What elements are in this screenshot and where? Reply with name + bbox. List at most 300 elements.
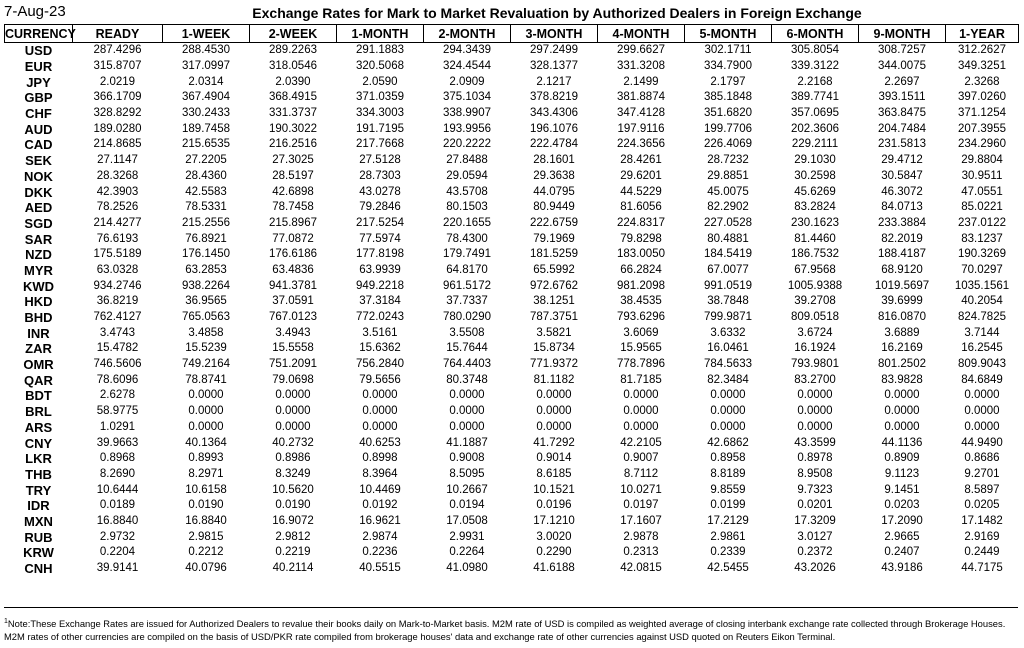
- rate-cell: 207.3955: [958, 122, 1006, 135]
- table-row: [5, 263, 1019, 279]
- rate-cell: 0.9014: [536, 452, 572, 465]
- rate-cell: 29.3638: [533, 169, 575, 182]
- rate-cell: 351.6820: [704, 107, 752, 120]
- footnote-marker: 1: [4, 618, 8, 625]
- rate-cell: 193.9956: [443, 122, 491, 135]
- rate-cell: 378.8219: [530, 91, 578, 104]
- rate-cell: 2.9861: [710, 530, 746, 543]
- rate-cell: 0.8958: [710, 452, 746, 465]
- table-row: [5, 467, 1019, 483]
- rate-cell: 3.7144: [964, 326, 1000, 339]
- rate-cell: 343.4306: [530, 107, 578, 120]
- rate-cell: 47.0551: [961, 185, 1003, 198]
- rate-cell: 0.8993: [188, 452, 224, 465]
- table-row: [5, 388, 1019, 404]
- rate-cell: 46.3072: [881, 185, 923, 198]
- rate-cell: 42.6862: [707, 436, 749, 449]
- rate-cell: 302.1711: [704, 44, 752, 57]
- rate-cell: 40.5515: [359, 562, 401, 575]
- rate-cell: 28.4261: [620, 154, 662, 167]
- rate-cell: 78.2526: [96, 201, 139, 214]
- rate-cell: 347.4128: [617, 107, 665, 120]
- rate-cell: 344.0075: [878, 60, 926, 73]
- currency-code: IDR: [27, 498, 50, 514]
- rate-cell: 0.0199: [710, 499, 746, 512]
- rate-cell: 45.0075: [707, 185, 749, 198]
- rate-cell: 305.8054: [791, 44, 839, 57]
- rate-cell: 0.0194: [449, 499, 485, 512]
- rate-cell: 16.8840: [96, 514, 139, 527]
- report-title: Exchange Rates for Mark to Market Revaluation by Authorized Dealers in Foreign Exchange: [252, 5, 862, 21]
- rate-cell: 991.0519: [704, 279, 752, 292]
- rate-cell: 81.6056: [620, 201, 662, 214]
- rate-cell: 1019.5697: [874, 279, 930, 292]
- rate-cell: 3.6332: [710, 326, 746, 339]
- rate-cell: 27.8488: [446, 154, 488, 167]
- column-header-5-month: 5-MONTH: [685, 25, 772, 43]
- rate-cell: 2.2168: [797, 75, 833, 88]
- rate-cell: 15.5558: [272, 342, 314, 355]
- bottom-divider: [4, 607, 1018, 608]
- rate-cell: 816.0870: [878, 311, 926, 324]
- footnote-text: Note:These Exchange Rates are issued for Authorized Dealers to revalue their books daily on Mark-to-Market basis. M2M rate of USD is compiled as weighted average of closing interbank exchange rate collected through Brokerage Houses. M2M rates of other currencies are compiled on the basis of USD/PKR rate compiled from brokerage houses' data and exchange rate of other currencies against USD quoted on Reuters Eikon Terminal.: [4, 618, 1006, 643]
- rate-cell: 0.8986: [275, 452, 311, 465]
- rate-cell: 2.1499: [623, 75, 659, 88]
- table-row: [5, 43, 1019, 59]
- currency-code: INR: [27, 325, 50, 341]
- table-row: [5, 169, 1019, 185]
- rate-cell: 76.8921: [185, 232, 227, 245]
- rate-cell: 331.3208: [617, 60, 665, 73]
- rate-cell: 224.3656: [617, 138, 665, 151]
- rate-cell: 214.8685: [93, 138, 142, 151]
- rate-cell: 3.5821: [536, 326, 572, 339]
- table-row: [5, 247, 1019, 263]
- rate-cell: 79.1969: [533, 232, 575, 245]
- rate-cell: 793.6296: [617, 311, 665, 324]
- rate-cell: 28.3268: [96, 169, 139, 182]
- report-date: 7-Aug-23: [4, 3, 66, 20]
- rate-cell: 77.5974: [359, 232, 401, 245]
- rate-cell: 199.7706: [704, 122, 752, 135]
- rate-cell: 0.2339: [710, 546, 746, 559]
- rate-cell: 16.8840: [185, 514, 227, 527]
- table-row: [5, 435, 1019, 451]
- rate-cell: 68.9120: [881, 263, 923, 276]
- rate-cell: 288.4530: [182, 44, 230, 57]
- rate-cell: 824.7825: [958, 311, 1006, 324]
- currency-code: EUR: [24, 59, 53, 75]
- rate-cell: 8.9508: [797, 467, 833, 480]
- rate-cell: 63.0328: [96, 263, 139, 276]
- rate-cell: 220.1655: [443, 216, 491, 229]
- rate-cell: 2.6278: [99, 389, 136, 402]
- table-row: [5, 153, 1019, 169]
- rate-cell: 81.4460: [794, 232, 836, 245]
- rate-cell: 0.0196: [536, 499, 572, 512]
- rate-cell: 0.0205: [964, 499, 1000, 512]
- rate-cell: 64.8170: [446, 263, 488, 276]
- rate-cell: 3.0127: [797, 530, 833, 543]
- rate-cell: 217.7668: [356, 138, 404, 151]
- rate-cell: 79.8298: [620, 232, 662, 245]
- rate-cell: 3.6724: [797, 326, 833, 339]
- rate-cell: 66.2824: [620, 263, 662, 276]
- currency-code: ZAR: [25, 341, 52, 357]
- rate-cell: 778.7896: [617, 358, 665, 371]
- rate-cell: 2.0219: [99, 75, 136, 88]
- table-row: [5, 357, 1019, 373]
- rate-cell: 312.2627: [958, 44, 1006, 57]
- rate-cell: 29.0594: [446, 169, 488, 182]
- column-header-1-month: 1-MONTH: [337, 25, 424, 43]
- rate-cell: 0.0000: [188, 405, 224, 418]
- rate-cell: 2.1797: [710, 75, 746, 88]
- rate-cell: 30.9511: [961, 169, 1003, 182]
- currency-code: OMR: [23, 357, 54, 373]
- rate-cell: 3.4743: [99, 326, 136, 339]
- rate-cell: 0.0203: [884, 499, 920, 512]
- rate-cell: 809.9043: [958, 358, 1006, 371]
- rate-cell: 190.3269: [958, 248, 1006, 261]
- rate-cell: 2.0909: [449, 75, 485, 88]
- column-header-1-year: 1-YEAR: [946, 25, 1019, 43]
- rate-cell: 0.0000: [884, 405, 920, 418]
- rate-cell: 0.0000: [188, 389, 224, 402]
- rate-cell: 949.2218: [356, 279, 404, 292]
- rate-cell: 0.2290: [536, 546, 572, 559]
- rate-cell: 368.4915: [269, 91, 317, 104]
- rate-cell: 175.5189: [93, 248, 142, 261]
- rate-cell: 749.2164: [182, 358, 230, 371]
- rate-cell: 58.9775: [96, 405, 139, 418]
- rate-cell: 397.0260: [958, 91, 1006, 104]
- rate-cell: 176.1450: [182, 248, 230, 261]
- rate-cell: 63.4836: [272, 263, 314, 276]
- rate-cell: 0.0000: [623, 420, 659, 433]
- rate-cell: 217.5254: [356, 216, 404, 229]
- rate-cell: 67.9568: [794, 263, 836, 276]
- column-header-2-month: 2-MONTH: [424, 25, 511, 43]
- rate-cell: 231.5813: [878, 138, 926, 151]
- rate-cell: 67.0077: [707, 263, 749, 276]
- rate-cell: 79.2846: [359, 201, 401, 214]
- column-header-4-month: 4-MONTH: [598, 25, 685, 43]
- rate-cell: 0.0201: [797, 499, 833, 512]
- rate-cell: 375.1034: [443, 91, 491, 104]
- table-row: [5, 545, 1019, 561]
- table-row: [5, 231, 1019, 247]
- rate-cell: 214.4277: [93, 216, 142, 229]
- rate-cell: 938.2264: [182, 279, 230, 292]
- currency-code: CHF: [25, 106, 52, 122]
- rate-cell: 317.0997: [182, 60, 230, 73]
- table-row: [5, 420, 1019, 436]
- rate-cell: 78.8741: [185, 373, 227, 386]
- rate-cell: 16.0461: [707, 342, 749, 355]
- currency-code: SAR: [24, 231, 53, 247]
- rate-cell: 8.6185: [536, 467, 572, 480]
- table-row: [5, 90, 1019, 106]
- rate-cell: 334.7900: [704, 60, 752, 73]
- rate-cell: 190.3022: [269, 122, 317, 135]
- currency-code: GBP: [24, 90, 53, 106]
- currency-code: AUD: [24, 121, 53, 137]
- rate-cell: 366.1709: [93, 91, 142, 104]
- table-row: [5, 216, 1019, 232]
- rate-cell: 3.6889: [884, 326, 920, 339]
- rate-cell: 0.0190: [188, 499, 224, 512]
- rate-cell: 3.5161: [362, 326, 398, 339]
- rate-cell: 43.3599: [794, 436, 836, 449]
- column-header-9-month: 9-MONTH: [859, 25, 946, 43]
- table-row: [5, 529, 1019, 545]
- rate-cell: 2.9815: [188, 530, 224, 543]
- rate-cell: 83.2824: [794, 201, 836, 214]
- rate-cell: 184.5419: [704, 248, 752, 261]
- table-row: [5, 451, 1019, 467]
- rate-cell: 78.4300: [446, 232, 488, 245]
- rate-cell: 328.8292: [93, 107, 142, 120]
- rate-cell: 10.0271: [620, 483, 662, 496]
- rate-cell: 10.1521: [533, 483, 575, 496]
- rate-cell: 30.2598: [794, 169, 836, 182]
- rate-cell: 0.0000: [275, 389, 311, 402]
- rate-cell: 0.2407: [884, 546, 920, 559]
- rate-cell: 78.7458: [272, 201, 314, 214]
- rate-cell: 3.6069: [623, 326, 659, 339]
- table-row: [5, 59, 1019, 75]
- rate-cell: 357.0695: [791, 107, 839, 120]
- rate-cell: 0.0000: [964, 389, 1000, 402]
- currency-code: BDT: [25, 388, 52, 404]
- rate-cell: 38.1251: [533, 295, 575, 308]
- rate-cell: 15.8734: [533, 342, 575, 355]
- rate-cell: 0.2372: [797, 546, 833, 559]
- rate-cell: 28.7303: [359, 169, 401, 182]
- rate-cell: 80.1503: [446, 201, 488, 214]
- column-header-1-week: 1-WEEK: [163, 25, 250, 43]
- rate-cell: 43.5708: [446, 185, 488, 198]
- rate-cell: 44.5229: [620, 185, 662, 198]
- rate-cell: 961.5172: [443, 279, 491, 292]
- rate-cell: 756.2840: [356, 358, 404, 371]
- rate-cell: 30.5847: [881, 169, 923, 182]
- rate-cell: 27.2205: [185, 154, 227, 167]
- footnote: [4, 615, 1018, 643]
- rate-cell: 10.5620: [272, 483, 314, 496]
- currency-code: ARS: [24, 419, 53, 435]
- rate-cell: 44.7175: [961, 562, 1003, 575]
- rate-cell: 176.6186: [269, 248, 317, 261]
- currency-code: HKD: [24, 294, 53, 310]
- rate-cell: 0.0197: [623, 499, 659, 512]
- rate-cell: 2.0590: [362, 75, 398, 88]
- rate-cell: 9.1451: [884, 483, 920, 496]
- rate-cell: 0.2219: [275, 546, 311, 559]
- rate-cell: 339.3122: [791, 60, 839, 73]
- rate-cell: 41.1887: [446, 436, 488, 449]
- rate-cell: 389.7741: [791, 91, 839, 104]
- rate-cell: 2.9732: [99, 530, 136, 543]
- rate-cell: 15.5239: [185, 342, 227, 355]
- rate-cell: 16.1924: [794, 342, 836, 355]
- rate-cell: 9.7323: [797, 483, 833, 496]
- rate-cell: 972.6762: [530, 279, 578, 292]
- rate-cell: 801.2502: [878, 358, 926, 371]
- rate-cell: 227.0528: [704, 216, 752, 229]
- rate-cell: 83.2700: [794, 373, 836, 386]
- rate-cell: 17.2129: [707, 514, 749, 527]
- rate-cell: 27.3025: [272, 154, 314, 167]
- rate-cell: 183.0050: [617, 248, 665, 261]
- table-row: [5, 121, 1019, 137]
- rate-cell: 15.9565: [620, 342, 662, 355]
- table-row: [5, 404, 1019, 420]
- rate-cell: 8.2690: [99, 467, 136, 480]
- rate-cell: 767.0123: [269, 311, 317, 324]
- currency-code: RUB: [24, 529, 53, 545]
- rate-cell: 10.2667: [446, 483, 488, 496]
- rate-cell: 37.7337: [446, 295, 488, 308]
- rate-cell: 17.2090: [881, 514, 923, 527]
- rate-cell: 0.0000: [275, 405, 311, 418]
- rate-cell: 0.8978: [797, 452, 833, 465]
- rate-cell: 29.1030: [794, 154, 836, 167]
- rate-cell: 188.4187: [878, 248, 926, 261]
- rate-cell: 79.5656: [359, 373, 401, 386]
- rate-cell: 82.3484: [707, 373, 749, 386]
- rate-cell: 1005.9388: [787, 279, 843, 292]
- currency-code: THB: [25, 466, 52, 482]
- rate-cell: 0.0000: [362, 389, 398, 402]
- rate-cell: 40.2114: [272, 562, 314, 575]
- rate-cell: 367.4904: [182, 91, 230, 104]
- rate-cell: 222.6759: [530, 216, 578, 229]
- rate-cell: 40.6253: [359, 436, 401, 449]
- currency-code: JPY: [26, 74, 51, 90]
- rate-cell: 363.8475: [878, 107, 926, 120]
- rate-cell: 0.0190: [275, 499, 311, 512]
- rate-cell: 751.2091: [269, 358, 317, 371]
- table-row: [5, 325, 1019, 341]
- rate-cell: 8.8189: [710, 467, 746, 480]
- rate-cell: 28.5197: [272, 169, 314, 182]
- table-row: [5, 278, 1019, 294]
- rate-cell: 2.0390: [275, 75, 311, 88]
- rate-cell: 65.5992: [533, 263, 575, 276]
- rate-cell: 44.1136: [881, 436, 923, 449]
- rate-cell: 39.9141: [96, 562, 139, 575]
- rate-cell: 17.1482: [961, 514, 1003, 527]
- rate-cell: 215.6535: [182, 138, 230, 151]
- rate-cell: 8.3964: [362, 467, 398, 480]
- rate-cell: 3.4858: [188, 326, 224, 339]
- rate-cell: 177.8198: [356, 248, 404, 261]
- rate-cell: 42.3903: [96, 185, 139, 198]
- rate-cell: 294.3439: [443, 44, 491, 57]
- rate-cell: 37.0591: [272, 295, 314, 308]
- rate-cell: 179.7491: [443, 248, 491, 261]
- rate-cell: 8.7112: [623, 467, 659, 480]
- rate-cell: 0.2204: [99, 546, 136, 559]
- rate-cell: 16.2545: [961, 342, 1003, 355]
- exchange-rates-table: [4, 24, 1019, 576]
- rate-cell: 371.0359: [356, 91, 404, 104]
- rate-cell: 79.0698: [272, 373, 314, 386]
- currency-code: USD: [24, 43, 53, 59]
- rate-cell: 84.6849: [961, 373, 1003, 386]
- rate-cell: 44.9490: [961, 436, 1003, 449]
- rate-cell: 0.0000: [536, 389, 572, 402]
- rate-cell: 37.3184: [359, 295, 401, 308]
- rate-cell: 0.0000: [449, 389, 485, 402]
- rate-cell: 1.0291: [99, 420, 136, 433]
- rate-cell: 809.0518: [791, 311, 839, 324]
- rate-cell: 10.4469: [359, 483, 401, 496]
- rate-cell: 42.2105: [620, 436, 662, 449]
- rate-cell: 0.0000: [797, 405, 833, 418]
- rate-cell: 371.1254: [958, 107, 1006, 120]
- column-header-ready: READY: [73, 25, 163, 43]
- table-row: [5, 482, 1019, 498]
- rate-cell: 3.5508: [449, 326, 485, 339]
- currency-code: NOK: [24, 168, 53, 184]
- rate-cell: 0.8686: [964, 452, 1000, 465]
- rate-cell: 82.2902: [707, 201, 749, 214]
- rate-cell: 17.3209: [794, 514, 836, 527]
- rate-cell: 15.7644: [446, 342, 488, 355]
- rate-cell: 2.9665: [884, 530, 920, 543]
- rate-cell: 41.6188: [533, 562, 575, 575]
- rate-cell: 40.0796: [185, 562, 227, 575]
- rate-cell: 0.2212: [188, 546, 224, 559]
- rate-cell: 16.9621: [359, 514, 401, 527]
- rate-cell: 43.9186: [881, 562, 923, 575]
- rate-cell: 29.6201: [620, 169, 662, 182]
- rate-cell: 0.0000: [710, 405, 746, 418]
- rate-cell: 237.0122: [958, 216, 1006, 229]
- rate-cell: 39.6999: [881, 295, 923, 308]
- table-row: [5, 498, 1019, 514]
- rate-cell: 85.0221: [961, 201, 1003, 214]
- rate-cell: 2.9169: [964, 530, 1000, 543]
- rate-cell: 2.0314: [188, 75, 224, 88]
- rate-cell: 324.4544: [443, 60, 491, 73]
- rate-cell: 230.1623: [791, 216, 839, 229]
- rate-cell: 771.9372: [530, 358, 578, 371]
- rate-cell: 331.3737: [269, 107, 317, 120]
- rate-cell: 334.3003: [356, 107, 404, 120]
- rate-cell: 0.0000: [188, 420, 224, 433]
- rate-cell: 63.9939: [359, 263, 401, 276]
- rate-cell: 0.0000: [449, 420, 485, 433]
- rate-cell: 17.1210: [533, 514, 575, 527]
- rate-cell: 1035.1561: [954, 279, 1010, 292]
- rate-cell: 40.2054: [961, 295, 1003, 308]
- rate-cell: 981.2098: [617, 279, 665, 292]
- rate-cell: 0.0000: [536, 420, 572, 433]
- rate-cell: 941.3781: [269, 279, 317, 292]
- rate-cell: 39.9663: [96, 436, 139, 449]
- table-row: [5, 514, 1019, 530]
- rate-cell: 8.5897: [964, 483, 1000, 496]
- rate-cell: 0.0000: [275, 420, 311, 433]
- rate-cell: 2.9931: [449, 530, 485, 543]
- rate-cell: 10.6444: [96, 483, 139, 496]
- rate-cell: 0.8998: [362, 452, 398, 465]
- rate-cell: 0.0000: [536, 405, 572, 418]
